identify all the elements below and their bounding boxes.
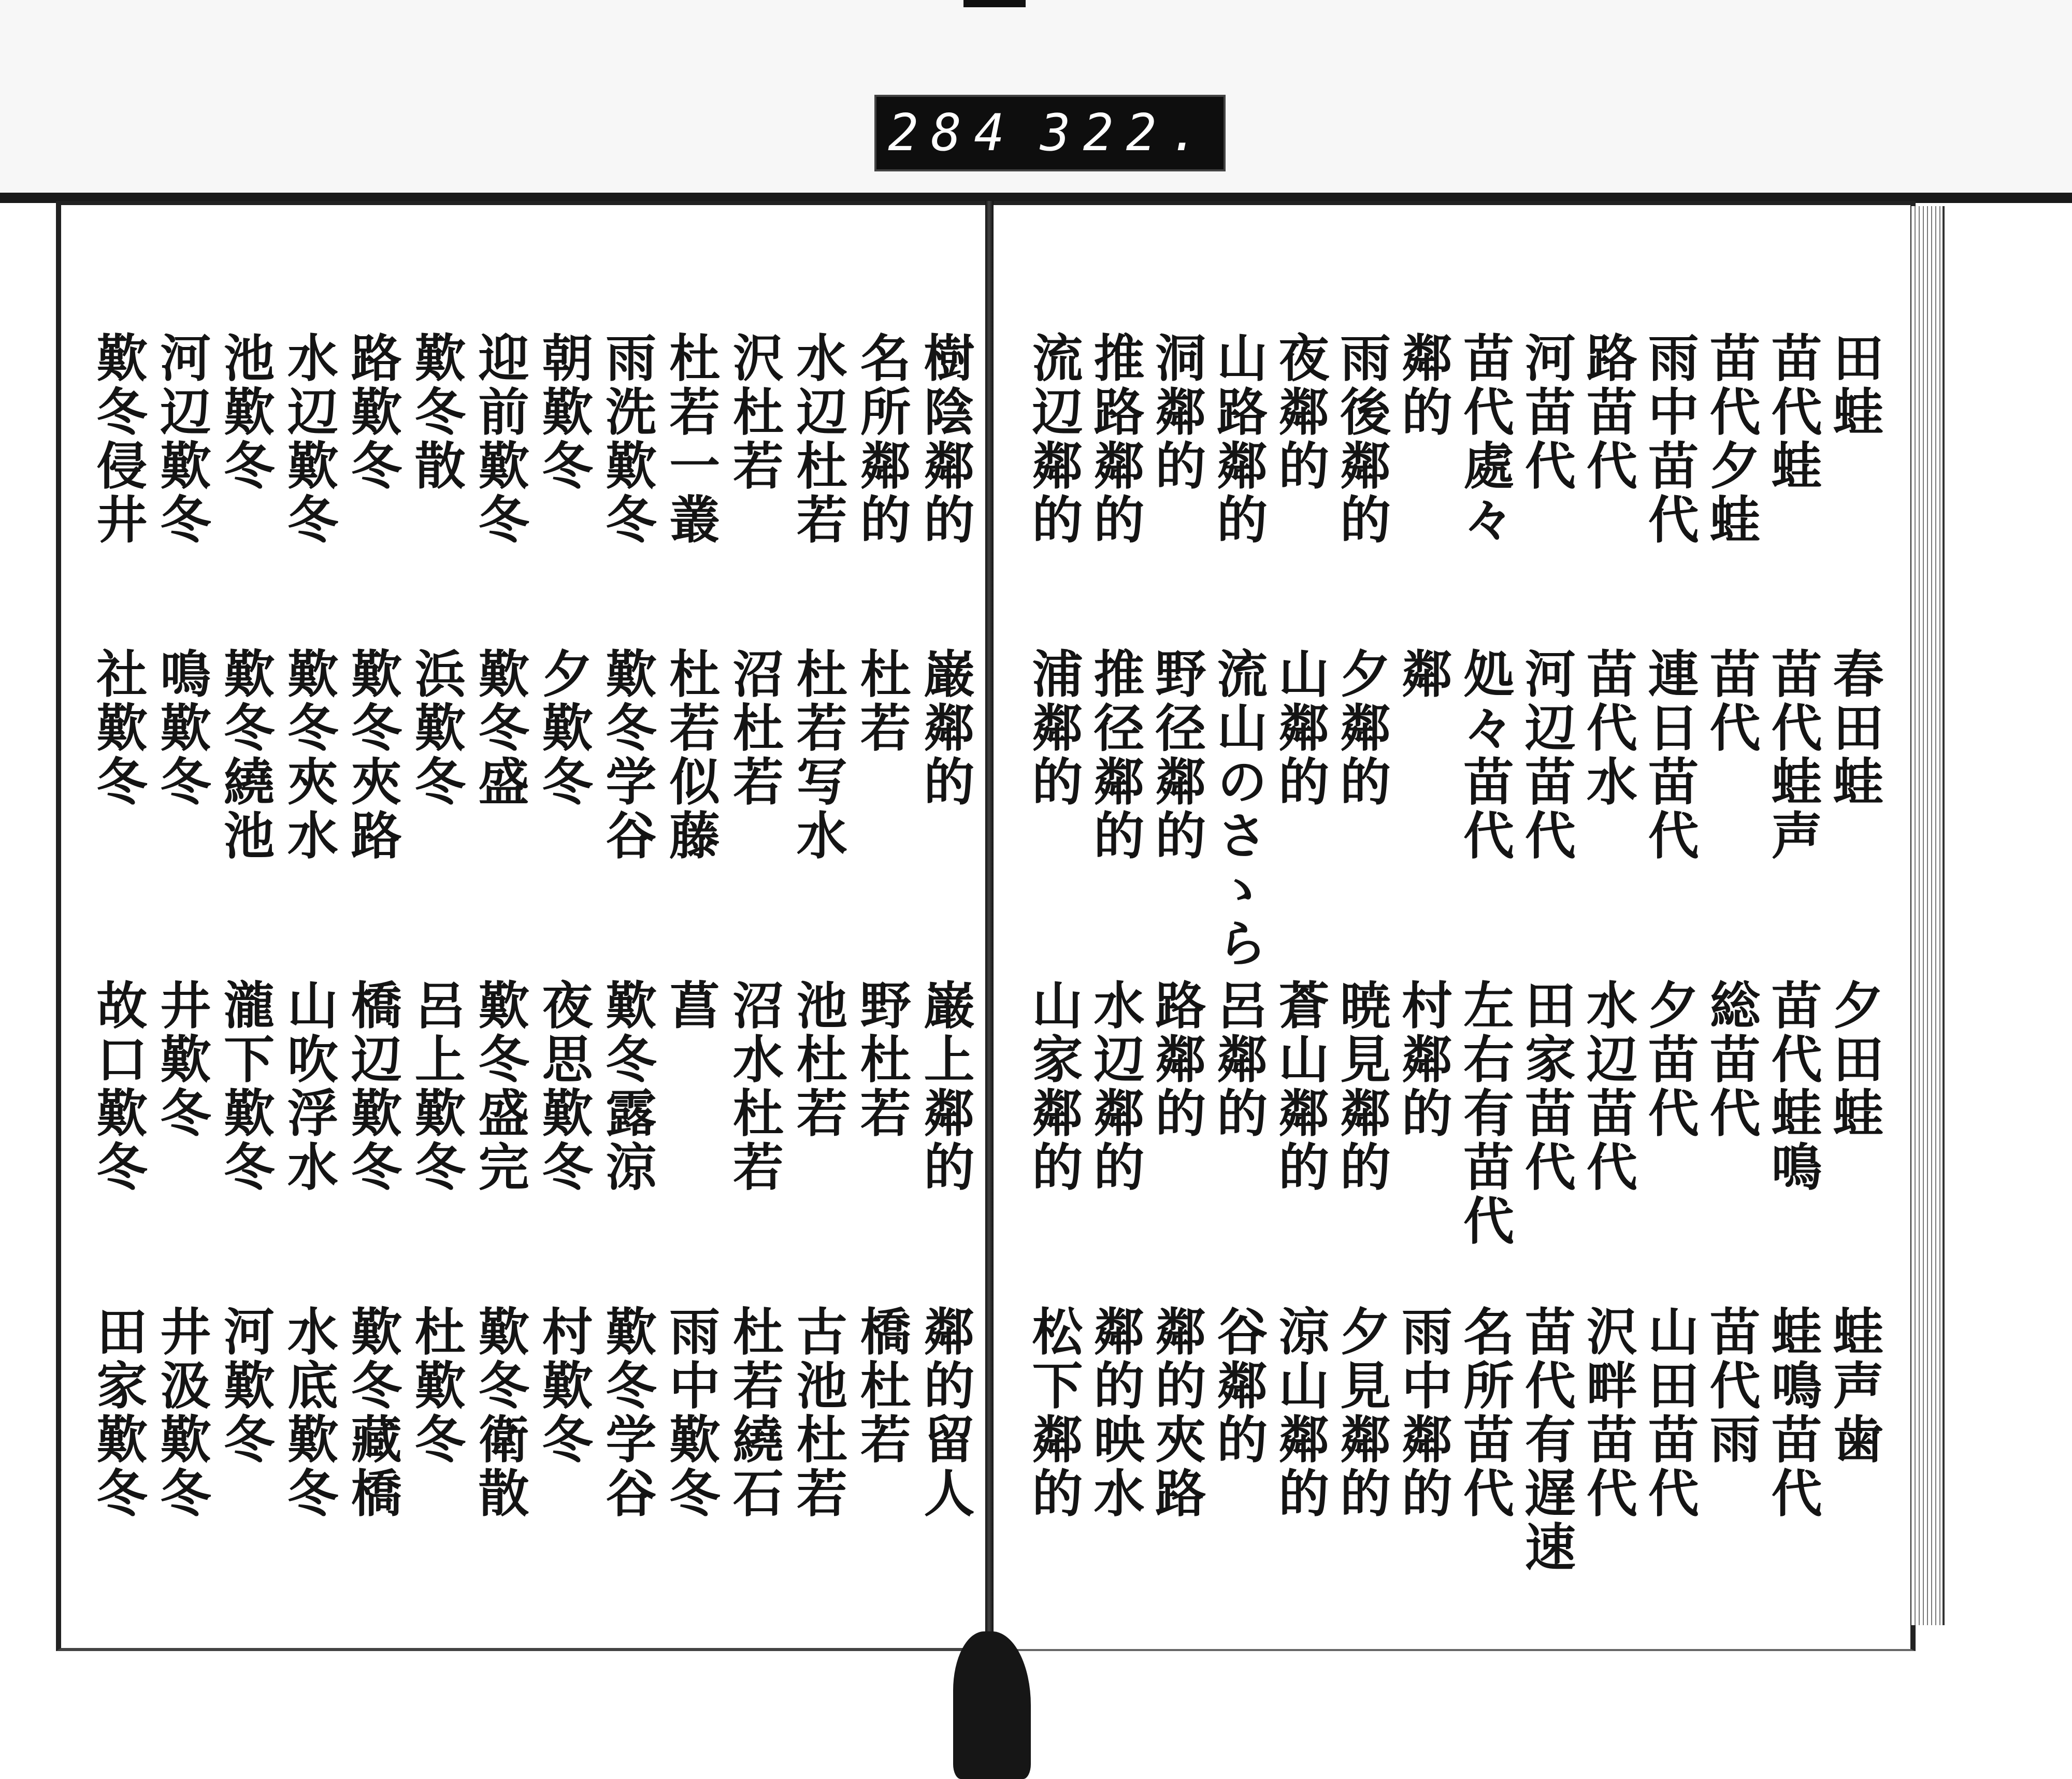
- scan-clip-mark: [963, 0, 1026, 7]
- topic-entry: 流辺鄰的: [1024, 331, 1084, 547]
- topic-entry: 鄰的: [1393, 331, 1453, 439]
- topic-entry: 杜歎冬: [406, 1305, 466, 1467]
- text-column: [1333, 331, 1393, 1533]
- topic-entry: 歎冬夾路: [342, 647, 402, 863]
- text-column: [1641, 331, 1701, 1533]
- topic-entry: 鄰: [1393, 647, 1453, 701]
- topic-entry: 杜若繞石: [724, 1305, 784, 1521]
- text-column: [1825, 331, 1886, 1533]
- text-column: [341, 331, 404, 1533]
- topic-entry: 夕見鄰的: [1331, 1305, 1391, 1521]
- topic-entry: 杜若写水: [788, 647, 848, 863]
- topic-entry: 巌鄰的: [915, 647, 975, 809]
- topic-entry: 夜鄰的: [1270, 331, 1330, 493]
- topic-entry: 水辺歎冬: [279, 331, 339, 547]
- text-column: [214, 331, 277, 1533]
- topic-entry: 苗代處々: [1455, 331, 1515, 547]
- topic-entry: 連日苗代: [1639, 647, 1700, 863]
- topic-entry: 山田苗代: [1639, 1305, 1700, 1521]
- topic-entry: 夕苗代: [1639, 979, 1700, 1140]
- topic-entry: 野杜若: [852, 979, 912, 1140]
- text-column: [533, 331, 595, 1533]
- text-column: [469, 331, 531, 1533]
- topic-entry: 雨洗歎冬: [597, 331, 657, 547]
- topic-entry: 暁見鄰的: [1331, 979, 1391, 1194]
- text-column: [1702, 331, 1762, 1533]
- topic-entry: 河歎冬: [215, 1305, 275, 1467]
- topic-entry: 水底歎冬: [279, 1305, 339, 1521]
- topic-entry: 苗代雨: [1701, 1305, 1761, 1467]
- section-title: 田蛙: [1824, 331, 1884, 439]
- topic-entry: 夕鄰的: [1331, 647, 1391, 809]
- topic-entry: 苗代蛙声: [1763, 647, 1823, 863]
- topic-entry: 浦鄰的: [1024, 647, 1084, 809]
- plate-number-left: 284: [888, 104, 1017, 163]
- topic-entry: 古池杜若: [788, 1305, 848, 1521]
- text-column: [851, 331, 913, 1533]
- topic-entry: 呂鄰的: [1208, 979, 1268, 1140]
- topic-entry: 田家苗代: [1516, 979, 1576, 1194]
- topic-entry: 池歎冬: [215, 331, 275, 493]
- topic-entry: 水辺杜若: [788, 331, 848, 547]
- text-column: [1456, 331, 1516, 1533]
- topic-entry: 苗代有遅速: [1516, 1305, 1576, 1574]
- topic-entry: 雨中苗代: [1639, 331, 1700, 547]
- topic-entry: 鄰的映水: [1085, 1305, 1145, 1521]
- text-column: [151, 331, 213, 1533]
- topic-entry: 蒼山鄰的: [1270, 979, 1330, 1194]
- text-column: [1148, 331, 1208, 1533]
- topic-entry: 推路鄰的: [1085, 331, 1145, 547]
- topic-entry: 苗代蛙: [1763, 331, 1823, 493]
- topic-entry: 松下鄰的: [1024, 1305, 1084, 1521]
- topic-entry: 名所鄰的: [852, 331, 912, 547]
- topic-entry: 河辺苗代: [1516, 647, 1576, 863]
- text-column: [1579, 331, 1639, 1533]
- text-column: [660, 331, 722, 1533]
- text-column: [787, 331, 849, 1533]
- text-column: [1025, 331, 1085, 1533]
- topic-entry: 歎冬盛: [469, 647, 529, 809]
- topic-entry: 朝歎冬: [533, 331, 593, 493]
- text-column: [1086, 331, 1146, 1533]
- topic-entry: 沢杜若: [724, 331, 784, 493]
- topic-entry: 歎冬藏橋: [342, 1305, 402, 1521]
- topic-entry: 春田蛙: [1824, 647, 1884, 809]
- topic-entry: 歎冬散: [406, 331, 466, 493]
- topic-entry: 杜若: [852, 647, 912, 755]
- topic-entry: 洞鄰的: [1146, 331, 1206, 493]
- topic-entry: 鳴歎冬: [151, 647, 211, 809]
- topic-entry: 歎冬露涼: [597, 979, 657, 1194]
- text-column: [87, 331, 149, 1533]
- topic-entry: 沼水杜若: [724, 979, 784, 1194]
- topic-entry: 田家歎冬: [88, 1305, 148, 1521]
- topic-entry: 歎冬学谷: [597, 647, 657, 863]
- topic-entry: 左右有苗代: [1455, 979, 1515, 1248]
- topic-entry: 蛙声歯: [1824, 1305, 1884, 1467]
- text-column: [724, 331, 786, 1533]
- topic-entry: 鄰的夾路: [1146, 1305, 1206, 1521]
- topic-entry: 浜歎冬: [406, 647, 466, 809]
- topic-entry: 処々苗代: [1455, 647, 1515, 863]
- topic-entry: 涼山鄰的: [1270, 1305, 1330, 1521]
- call-number-plate: [874, 95, 1226, 171]
- topic-entry: 瀧下歎冬: [215, 979, 275, 1194]
- text-column: [278, 331, 340, 1533]
- text-column: [914, 331, 976, 1533]
- topic-entry: 雨中鄰的: [1393, 1305, 1453, 1521]
- topic-entry: 菖: [660, 979, 721, 1033]
- topic-entry: 河苗代: [1516, 331, 1576, 493]
- topic-entry: 故口歎冬: [88, 979, 148, 1194]
- topic-entry: 歎冬衛散: [469, 1305, 529, 1521]
- topic-entry: 沢畔苗代: [1578, 1305, 1638, 1521]
- text-column: [1271, 331, 1331, 1533]
- topic-entry: 夕歎冬: [533, 647, 593, 809]
- topic-entry: 水辺苗代: [1578, 979, 1638, 1194]
- topic-entry: 池杜若: [788, 979, 848, 1140]
- topic-entry: 蛙鳴苗代: [1763, 1305, 1823, 1521]
- topic-entry: 巌上鄰的: [915, 979, 975, 1194]
- topic-entry: 迎前歎冬: [469, 331, 529, 547]
- topic-entry: 水辺鄰的: [1085, 979, 1145, 1194]
- text-column: [1394, 331, 1455, 1533]
- topic-entry: 歎冬学谷: [597, 1305, 657, 1521]
- text-column: [596, 331, 658, 1533]
- text-column: [1210, 331, 1270, 1533]
- topic-entry: 路苗代: [1578, 331, 1638, 493]
- topic-entry: 苗代夕蛙: [1701, 331, 1761, 547]
- plate-number-right: 322.: [1040, 104, 1212, 163]
- spine-shadow: [953, 1631, 1031, 1779]
- topic-entry: 苗代蛙鳴: [1763, 979, 1823, 1194]
- left-page-text: [85, 331, 976, 1533]
- topic-entry: 社歎冬: [88, 647, 148, 809]
- topic-entry: 夜思歎冬: [533, 979, 593, 1194]
- topic-entry: 歎冬侵井: [88, 331, 148, 547]
- topic-entry: 歎冬盛完: [469, 979, 529, 1194]
- topic-entry: 山路鄰的: [1208, 331, 1268, 547]
- topic-entry: 山家鄰的: [1024, 979, 1084, 1194]
- text-column: [1516, 331, 1577, 1574]
- topic-entry: 井汲歎冬: [151, 1305, 211, 1521]
- topic-entry: 名所苗代: [1455, 1305, 1515, 1521]
- topic-entry: 推径鄰的: [1085, 647, 1145, 863]
- topic-entry: 村歎冬: [533, 1305, 593, 1467]
- text-column: [405, 331, 467, 1533]
- topic-entry: 夕田蛙: [1824, 979, 1884, 1140]
- topic-entry: 雨後鄰的: [1331, 331, 1391, 547]
- topic-entry: 流山のさゝら: [1208, 647, 1268, 971]
- right-page-text: [1023, 331, 1886, 1574]
- topic-entry: 村鄰的: [1393, 979, 1453, 1140]
- topic-entry: 鄰的留人: [915, 1305, 975, 1521]
- text-column: [1764, 331, 1824, 1533]
- topic-entry: 山吹浮水: [279, 979, 339, 1194]
- topic-entry: 路鄰的: [1146, 979, 1206, 1140]
- topic-entry: 橋辺歎冬: [342, 979, 402, 1194]
- topic-entry: 谷鄰的: [1208, 1305, 1268, 1467]
- topic-entry: 杜若似藤: [660, 647, 721, 863]
- topic-entry: 総苗代: [1701, 979, 1761, 1140]
- topic-entry: 苗代水: [1578, 647, 1638, 809]
- topic-entry: 歎冬夾水: [279, 647, 339, 863]
- topic-entry: 杜若一叢: [660, 331, 721, 547]
- topic-entry: 橋杜若: [852, 1305, 912, 1467]
- topic-entry: 野径鄰的: [1146, 647, 1206, 863]
- topic-entry: 河辺歎冬: [151, 331, 211, 547]
- topic-entry: 井歎冬: [151, 979, 211, 1140]
- topic-entry: 山鄰的: [1270, 647, 1330, 809]
- book-spine: [985, 201, 994, 1698]
- topic-entry: 雨中歎冬: [660, 1305, 721, 1521]
- topic-entry: 沼杜若: [724, 647, 784, 809]
- topic-entry: 樹陰鄰的: [915, 331, 975, 547]
- topic-entry: 路歎冬: [342, 331, 402, 493]
- topic-entry: 苗代: [1701, 647, 1761, 755]
- page-fore-edge: [1911, 206, 1945, 1625]
- topic-entry: 呂上歎冬: [406, 979, 466, 1194]
- topic-entry: 歎冬繞池: [215, 647, 275, 863]
